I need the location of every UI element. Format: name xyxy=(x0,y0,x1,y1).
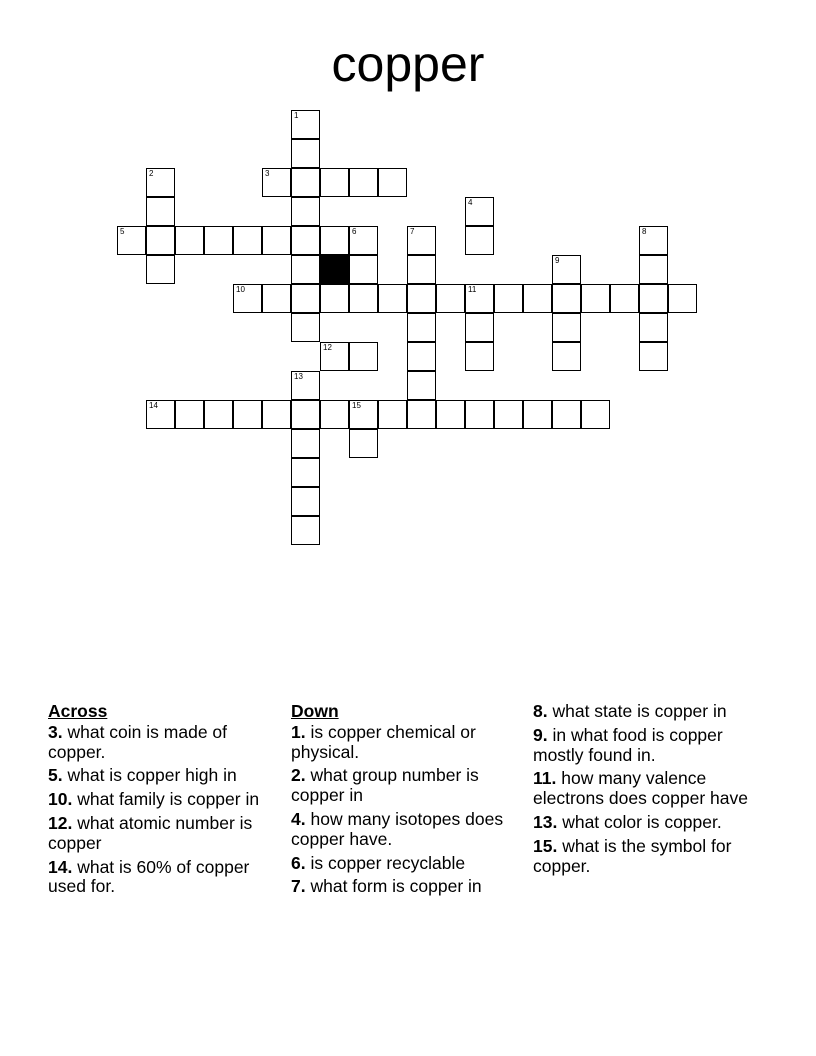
crossword-cell[interactable] xyxy=(291,139,320,168)
crossword-cell[interactable] xyxy=(291,168,320,197)
crossword-cell[interactable] xyxy=(320,400,349,429)
crossword-cell[interactable] xyxy=(407,342,436,371)
crossword-cell[interactable] xyxy=(233,400,262,429)
clue-text: what coin is made of copper. xyxy=(48,721,228,762)
clue-down-1 xyxy=(291,723,506,763)
crossword-cell[interactable] xyxy=(146,255,175,284)
clue-number: 10. xyxy=(48,789,73,810)
crossword-cell[interactable] xyxy=(581,400,610,429)
cell-number: 8 xyxy=(642,227,647,236)
crossword-cell[interactable] xyxy=(349,429,378,458)
clue-number: 7. xyxy=(291,876,306,897)
clue-across-14 xyxy=(48,858,263,898)
clue-text: what state is copper in xyxy=(552,701,727,721)
crossword-cell[interactable] xyxy=(552,255,581,284)
crossword-cell[interactable] xyxy=(349,284,378,313)
crossword-cell[interactable] xyxy=(262,168,291,197)
crossword-cell[interactable] xyxy=(291,400,320,429)
crossword-cell[interactable] xyxy=(204,400,233,429)
crossword-cell[interactable] xyxy=(552,313,581,342)
crossword-cell[interactable] xyxy=(552,284,581,313)
clue-number: 6. xyxy=(291,852,306,873)
clue-number: 2. xyxy=(291,765,306,786)
crossword-cell[interactable] xyxy=(291,313,320,342)
puzzle-title: copper xyxy=(331,36,485,92)
cell-number: 11 xyxy=(468,285,477,294)
clue-down-6 xyxy=(291,854,506,874)
crossword-cell[interactable] xyxy=(639,255,668,284)
across-clues xyxy=(48,702,263,901)
clue-number: 3. xyxy=(48,721,63,742)
clue-number: 1. xyxy=(291,721,306,742)
cell-number: 9 xyxy=(555,256,560,265)
crossword-cell[interactable] xyxy=(291,226,320,255)
clue-down-15 xyxy=(533,837,755,877)
cell-number: 13 xyxy=(294,372,303,381)
clue-number: 8. xyxy=(533,701,548,721)
cell-number: 5 xyxy=(120,227,125,236)
clue-number: 14. xyxy=(48,856,73,877)
crossword-cell[interactable] xyxy=(204,226,233,255)
clue-number: 5. xyxy=(48,765,63,786)
clue-down-13 xyxy=(533,813,755,833)
cell-number: 15 xyxy=(352,401,361,410)
crossword-cell[interactable] xyxy=(291,458,320,487)
crossword-cell[interactable] xyxy=(465,226,494,255)
clue-text: what is the symbol for copper. xyxy=(533,835,732,876)
cell-number: 4 xyxy=(468,198,473,207)
crossword-cell[interactable] xyxy=(175,400,204,429)
down-clues-continued xyxy=(533,702,755,880)
clue-number: 15. xyxy=(533,835,558,856)
clue-text: how many isotopes does copper have. xyxy=(291,808,504,849)
crossword-cell[interactable] xyxy=(117,226,146,255)
crossword-cell[interactable] xyxy=(465,284,494,313)
crossword-cell[interactable] xyxy=(262,284,291,313)
crossword-cell[interactable] xyxy=(552,342,581,371)
cell-number: 3 xyxy=(265,169,270,178)
crossword-cell[interactable] xyxy=(175,226,204,255)
cell-number: 12 xyxy=(323,343,332,352)
clue-text: how many valence electrons does copper have xyxy=(533,768,748,809)
clue-down-7 xyxy=(291,877,506,897)
crossword-cell[interactable] xyxy=(262,226,291,255)
crossword-cell[interactable] xyxy=(523,284,552,313)
crossword-cell[interactable] xyxy=(349,255,378,284)
crossword-cell[interactable] xyxy=(407,371,436,400)
clue-text: is copper recyclable xyxy=(310,852,466,873)
clue-across-5 xyxy=(48,766,263,786)
clue-down-2 xyxy=(291,766,506,806)
down-heading: Down xyxy=(291,701,339,721)
crossword-cell[interactable] xyxy=(349,342,378,371)
crossword-cell[interactable] xyxy=(610,284,639,313)
clue-text: what is copper high in xyxy=(67,765,237,786)
clue-across-10 xyxy=(48,790,263,810)
crossword-cell[interactable] xyxy=(233,226,262,255)
crossword-cell[interactable] xyxy=(378,284,407,313)
crossword-cell[interactable] xyxy=(146,168,175,197)
crossword-cell[interactable] xyxy=(639,342,668,371)
crossword-cell[interactable] xyxy=(465,197,494,226)
crossword-cell[interactable] xyxy=(349,400,378,429)
black-square xyxy=(320,255,349,284)
cell-number: 1 xyxy=(294,111,299,120)
crossword-cell[interactable] xyxy=(465,342,494,371)
cell-number: 10 xyxy=(236,285,245,294)
crossword-cell[interactable] xyxy=(291,110,320,139)
cell-number: 14 xyxy=(149,401,158,410)
crossword-cell[interactable] xyxy=(233,284,262,313)
clue-number: 9. xyxy=(533,724,548,745)
crossword-cell[interactable] xyxy=(291,516,320,545)
crossword-cell[interactable] xyxy=(291,284,320,313)
crossword-cell[interactable] xyxy=(291,371,320,400)
crossword-cell[interactable] xyxy=(146,400,175,429)
clue-across-3 xyxy=(48,723,263,763)
crossword-cell[interactable] xyxy=(639,313,668,342)
crossword-cell[interactable] xyxy=(146,197,175,226)
crossword-cell[interactable] xyxy=(436,400,465,429)
crossword-cell[interactable] xyxy=(407,400,436,429)
clue-text: what family is copper in xyxy=(77,789,260,810)
crossword-cell[interactable] xyxy=(378,400,407,429)
cell-number: 6 xyxy=(352,227,357,236)
clue-number: 11. xyxy=(533,768,557,789)
crossword-cell[interactable] xyxy=(639,284,668,313)
clue-down-9 xyxy=(533,726,755,766)
clue-text: what color is copper. xyxy=(562,811,722,832)
cell-number: 2 xyxy=(149,169,154,178)
crossword-cell[interactable] xyxy=(291,487,320,516)
crossword-cell[interactable] xyxy=(465,400,494,429)
crossword-cell[interactable] xyxy=(494,284,523,313)
crossword-cell[interactable] xyxy=(320,284,349,313)
clue-down-11 xyxy=(533,769,755,809)
clue-text: what group number is copper in xyxy=(291,765,479,806)
crossword-cell[interactable] xyxy=(320,342,349,371)
crossword-cell[interactable] xyxy=(436,284,465,313)
clue-text: what atomic number is copper xyxy=(48,812,253,853)
crossword-cell[interactable] xyxy=(407,313,436,342)
crossword-cell[interactable] xyxy=(291,255,320,284)
crossword-cell[interactable] xyxy=(581,284,610,313)
crossword-cell[interactable] xyxy=(407,226,436,255)
crossword-cell[interactable] xyxy=(262,400,291,429)
crossword-cell[interactable] xyxy=(349,226,378,255)
clue-across-12 xyxy=(48,814,263,854)
clue-down-8 xyxy=(533,702,755,722)
clue-text: in what food is copper mostly found in. xyxy=(533,724,723,765)
clue-number: 12. xyxy=(48,812,73,833)
crossword-cell[interactable] xyxy=(668,284,697,313)
crossword-cell[interactable] xyxy=(320,168,349,197)
crossword-cell[interactable] xyxy=(552,400,581,429)
crossword-cell[interactable] xyxy=(639,226,668,255)
crossword-cell[interactable] xyxy=(349,168,378,197)
crossword-cell[interactable] xyxy=(407,284,436,313)
crossword-cell[interactable] xyxy=(146,226,175,255)
crossword-cell[interactable] xyxy=(291,197,320,226)
across-heading: Across xyxy=(48,701,108,721)
clue-text: what form is copper in xyxy=(310,876,482,897)
crossword-cell[interactable] xyxy=(465,313,494,342)
crossword-cell[interactable] xyxy=(291,429,320,458)
crossword-cell[interactable] xyxy=(320,226,349,255)
crossword-cell[interactable] xyxy=(407,255,436,284)
clue-down-4 xyxy=(291,810,506,850)
crossword-cell[interactable] xyxy=(378,168,407,197)
crossword-cell[interactable] xyxy=(494,400,523,429)
clue-number: 4. xyxy=(291,808,306,829)
clue-text: is copper chemical or physical. xyxy=(291,721,476,762)
cell-number: 7 xyxy=(410,227,415,236)
down-clues xyxy=(291,702,506,901)
crossword-cell[interactable] xyxy=(523,400,552,429)
clue-number: 13. xyxy=(533,811,558,832)
clue-text: what is 60% of copper used for. xyxy=(48,856,250,897)
